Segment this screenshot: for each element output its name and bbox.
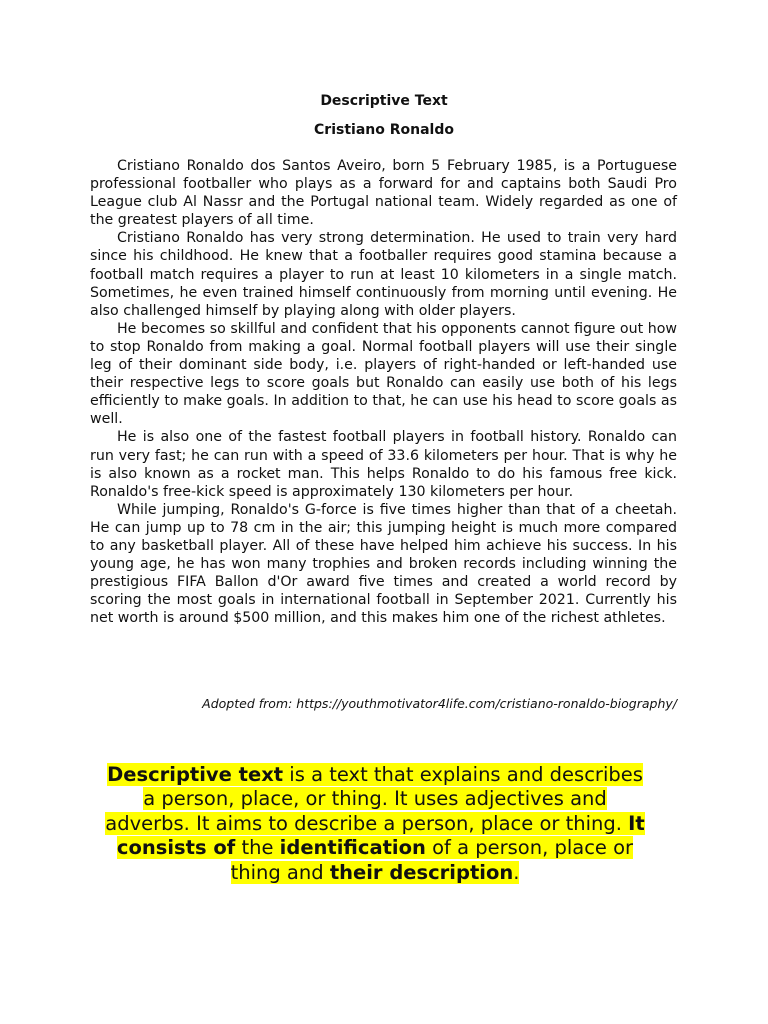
definition-term: Descriptive text [107, 763, 284, 786]
definition-bold-description: their description [329, 860, 514, 884]
definition-text-4: . [513, 860, 520, 884]
definition-text-3: of a person, place or thing and [230, 836, 634, 884]
definition-text-1: is a text that explains and describes a person, place, or thing. It uses adjectives and adverbs. It aims to describe a person, place or thing. [105, 763, 643, 835]
paragraph-5: While jumping, Ronaldo's G-force is five times higher than that of a cheetah. He can jump up to 78 cm in the air; this jumping height is much more compared to any basketball player. All of these have helped him achieve his success. In his young age, he has won many trophies and broken records including winning the prestigious FIFA Ballon d'Or award five times and created a world record by scoring the most goals in international football in September 2021. Currently his net worth is around $500 million, and this makes him one of the richest athletes. [90, 501, 677, 627]
source-citation: Adopted from: https://youthmotivator4life.com/cristiano-ronaldo-biography/ [202, 696, 677, 711]
definition-bold-identification: identification [279, 836, 426, 860]
definition-bold-consists: It consists of [116, 811, 645, 860]
document-title: Descriptive Text [320, 93, 448, 109]
paragraph-3: He becomes so skillful and confident that his opponents cannot figure out how to stop Ronaldo from making a goal. Normal football players will use their single leg of their dominant side body, i.e. players of right-handed or left-handed use their respective legs to score goals but Ronaldo can easily use both of his legs efficiently to make goals. In addition to that, he can use his head to score goals as well. [90, 320, 677, 428]
definition-text-2: the [235, 836, 280, 860]
definition-box [100, 763, 650, 885]
definition-highlight [105, 763, 645, 884]
document-subtitle: Cristiano Ronaldo [314, 122, 454, 138]
paragraph-1: Cristiano Ronaldo dos Santos Aveiro, born 5 February 1985, is a Portuguese professional footballer who plays as a forward for and captains both Saudi Pro League club Al Nassr and the Portugal national team. Widely regarded as one of the greatest players of all time. [90, 158, 677, 229]
paragraph-2: Cristiano Ronaldo has very strong determination. He used to train very hard since his childhood. He knew that a footballer requires good stamina because a football match requires a player to run at least 10 kilometers in a single match. Sometimes, he even trained himself continuously from morning until evening. He also challenged himself by playing along with older players. [90, 230, 677, 319]
paragraph-4: He is also one of the fastest football players in football history. Ronaldo can run very fast; he can run with a speed of 33.6 kilometers per hour. That is why he is also known as a rocket man. This helps Ronaldo to do his famous free kick. Ronaldo's free-kick speed is approximately 130 kilometers per hour. [90, 429, 677, 500]
document-body [90, 157, 677, 627]
